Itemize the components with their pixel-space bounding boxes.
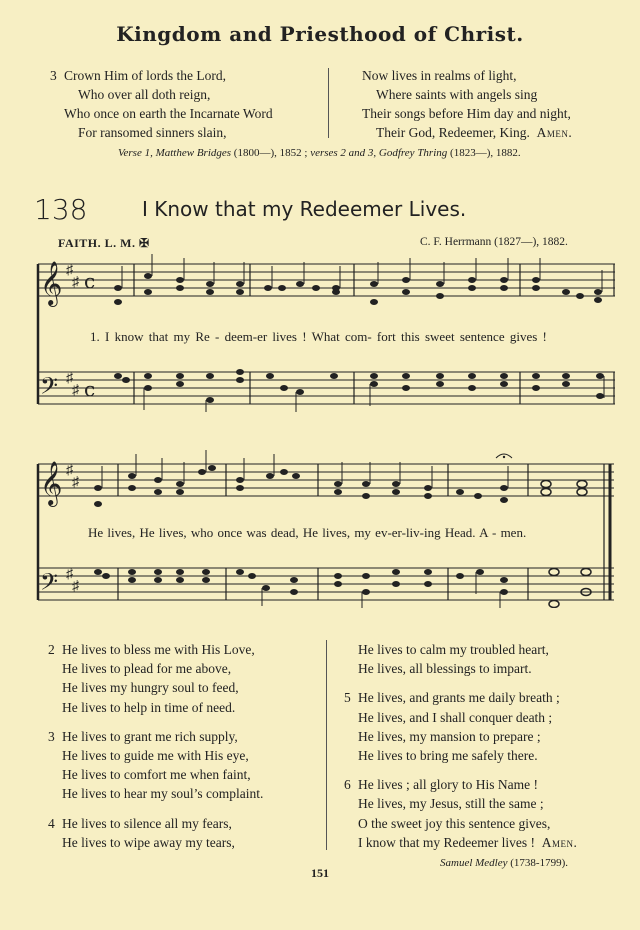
sharp-icon: ♯ xyxy=(66,463,73,478)
verse-line: He lives, all blessings to impart. xyxy=(358,661,532,677)
stanza-line: Now lives in realms of light, xyxy=(362,68,517,83)
bass-clef-icon: 𝄢 xyxy=(40,568,59,601)
amen-label: Amen. xyxy=(536,125,573,140)
sharp-icon: ♯ xyxy=(72,275,79,290)
verse-line: He lives, and grants me daily breath ; xyxy=(358,690,560,706)
stanza-line: Who once on earth the Incarnate Word xyxy=(64,106,273,121)
previous-hymn-credit xyxy=(118,147,521,159)
stanza-line: Their songs before Him day and night, xyxy=(362,106,571,121)
treble-staff xyxy=(38,264,615,296)
sharp-icon: ♯ xyxy=(66,567,73,582)
verses-left-column xyxy=(48,640,263,852)
sharp-icon: ♯ xyxy=(72,579,79,594)
verse-line: He lives, my Jesus, still the same ; xyxy=(358,796,544,812)
verse-line: I know that my Redeemer lives ! xyxy=(358,834,535,850)
verse-line: He lives to hear my soul’s complaint. xyxy=(62,786,264,802)
verse-number: 3 xyxy=(48,728,55,744)
page-header: Kingdom and Priesthood of Christ. xyxy=(116,22,524,46)
common-time-icon: c xyxy=(84,269,96,293)
sharp-icon: ♯ xyxy=(66,263,73,278)
verse-line: He lives to grant me rich supply, xyxy=(62,728,238,744)
prev-stanza-left xyxy=(50,66,273,142)
verse-line: He lives to silence all my fears, xyxy=(62,815,232,831)
verses-right-column xyxy=(344,640,577,852)
credit-part: (1823—), 1882. xyxy=(450,147,521,159)
verse-number: 2 xyxy=(48,642,55,657)
bass-notes xyxy=(114,369,604,403)
verse-line: He lives, my mansion to prepare ; xyxy=(358,728,541,744)
verse-line: He lives to wipe away my tears, xyxy=(62,834,235,850)
author-dates: (1738-1799). xyxy=(510,857,568,869)
bass-staff xyxy=(38,372,615,404)
stanza-line: Their God, Redeemer, King. xyxy=(376,125,530,140)
lyric-line-1: 1. I know that my Re - deem-er lives ! What com- fort this sweet sentence gives ! xyxy=(90,329,547,344)
credit-part: verses 2 and 3, Godfrey Thring xyxy=(310,147,448,159)
stanza-line: Where saints with angels sing xyxy=(376,87,538,102)
amen-label: Amen. xyxy=(541,834,578,850)
fermata-dot xyxy=(503,456,505,458)
hymn-title: I Know that my Redeemer Lives. xyxy=(142,197,467,221)
verse-line: He lives to calm my troubled heart, xyxy=(358,642,549,657)
stanza-line: For ransomed sinners slain, xyxy=(78,125,227,140)
treble-stems xyxy=(122,254,602,292)
hymn-number: 138 xyxy=(34,193,88,226)
verse-line: He lives to bless me with His Love, xyxy=(62,642,255,657)
treble-stems xyxy=(102,450,508,488)
prev-stanza-right xyxy=(362,66,572,142)
bass-stems xyxy=(262,572,500,608)
verse-number: 5 xyxy=(344,690,351,706)
verse-line: He lives to guide me with His eye, xyxy=(62,748,249,764)
verse-line: He lives my hungry soul to feed, xyxy=(62,680,239,696)
verse-line: He lives, and I shall conquer death ; xyxy=(358,709,553,725)
verse-line: He lives to comfort me when faint, xyxy=(62,767,251,783)
verse-number: 4 xyxy=(48,815,55,831)
column-divider xyxy=(326,640,327,850)
author-name: Samuel Medley xyxy=(440,857,508,869)
treble-notes xyxy=(114,273,602,305)
treble-notes xyxy=(94,465,587,507)
lyric-line-2: He lives, He lives, who once was dead, He lives, my ev-er-liv-ing Head. A - men. xyxy=(88,525,527,540)
composer-credit: C. F. Herrmann (1827—), 1882. xyxy=(420,236,568,248)
verse-line: He lives to help in time of need. xyxy=(62,699,236,715)
common-time-icon: c xyxy=(84,377,96,401)
tune-name: FAITH. L. M. ✠ xyxy=(58,236,150,250)
sharp-icon: ♯ xyxy=(72,383,79,398)
verse-line: O the sweet joy this sentence gives, xyxy=(358,815,551,831)
credit-part: Verse 1, Matthew Bridges xyxy=(118,147,232,159)
page-number: 151 xyxy=(311,866,329,880)
treble-clef-icon: 𝄞 xyxy=(40,261,63,305)
column-divider xyxy=(328,68,329,138)
verse-number: 6 xyxy=(344,777,351,793)
bass-notes xyxy=(94,569,591,608)
stanza-line: Crown Him of lords the Lord, xyxy=(64,68,226,83)
treble-clef-icon: 𝄞 xyxy=(40,461,63,505)
verse-line: He lives to bring me safely there. xyxy=(358,748,538,764)
stanza-number: 3 xyxy=(50,68,57,83)
verse-line: He lives ; all glory to His Name ! xyxy=(358,777,538,793)
verse-line: He lives to plead for me above, xyxy=(62,661,232,677)
sharp-icon: ♯ xyxy=(72,475,79,490)
bass-clef-icon: 𝄢 xyxy=(40,372,59,405)
sharp-icon: ♯ xyxy=(66,371,73,386)
credit-part: (1800—), 1852 ; xyxy=(233,147,308,159)
stanza-line: Who over all doth reign, xyxy=(78,87,211,102)
